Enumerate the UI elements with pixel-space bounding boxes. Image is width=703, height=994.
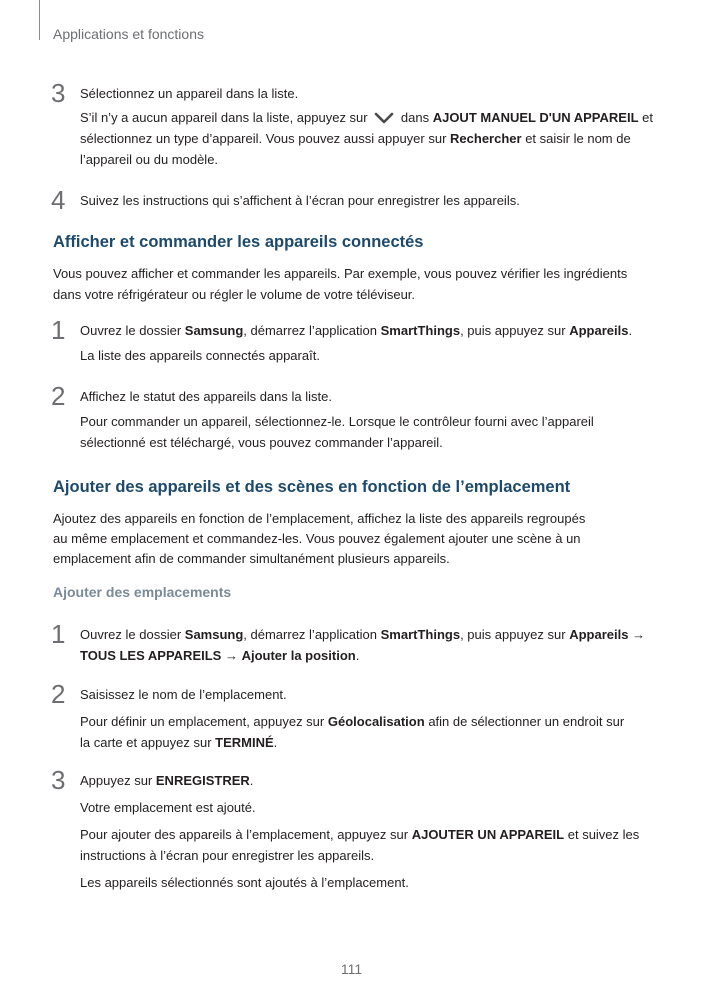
section-heading: Ajouter des appareils et des scènes en fonction de l’emplacement — [53, 478, 571, 496]
step-detail: instructions à l’écran pour enregistrer les appareils. — [80, 848, 375, 863]
step-text: Suivez les instructions qui s’affichent à l’écran pour enregistrer les appareils. — [80, 193, 520, 208]
step-detail: sélectionné est téléchargé, vous pouvez commander l’appareil. — [80, 435, 443, 450]
step-text: TOUS LES APPAREILS → Ajouter la position. — [80, 648, 360, 663]
step-detail: Pour définir un emplacement, appuyez sur Géolocalisation afin de sélectionner un endroit sur — [80, 714, 625, 729]
header-rule — [39, 0, 40, 40]
step-text: Saisissez le nom de l’emplacement. — [80, 687, 287, 702]
section-title: Applications et fonctions — [53, 26, 204, 42]
step-text: Sélectionnez un appareil dans la liste. — [80, 86, 299, 101]
step-detail: S’il n’y a aucun appareil dans la liste, appuyez sur dans AJOUT MANUEL D'UN APPAREIL et — [80, 110, 653, 125]
paragraph: au même emplacement et commandez-les. Vous pouvez également ajouter une scène à un — [53, 531, 581, 546]
step-detail: Les appareils sélectionnés sont ajoutés à l’emplacement. — [80, 875, 409, 890]
step-number: 3 — [51, 78, 66, 108]
paragraph: Vous pouvez afficher et commander les appareils. Par exemple, vous pouvez vérifier les ingrédients — [53, 266, 628, 281]
subheading: Ajouter des emplacements — [53, 584, 232, 600]
step-number: 2 — [51, 679, 66, 709]
step-text: Appuyez sur ENREGISTRER. — [80, 773, 254, 788]
step-text: Ouvrez le dossier Samsung, démarrez l’application SmartThings, puis appuyez sur Appareils. — [80, 323, 633, 338]
step-detail: La liste des appareils connectés apparaît. — [80, 348, 320, 363]
step-detail: Votre emplacement est ajouté. — [80, 800, 256, 815]
paragraph: emplacement afin de commander simultanément plusieurs appareils. — [53, 551, 450, 566]
step-detail: la carte et appuyez sur TERMINÉ. — [80, 735, 278, 750]
step-text: Affichez le statut des appareils dans la liste. — [80, 389, 332, 404]
step-number: 4 — [51, 185, 66, 215]
step-detail: Pour commander un appareil, sélectionnez-le. Lorsque le contrôleur fourni avec l’appareil — [80, 414, 594, 429]
step-detail: l’appareil ou du modèle. — [80, 152, 219, 167]
step-detail: sélectionnez un type d’appareil. Vous pouvez aussi appuyer sur Rechercher et saisir le nom de — [80, 131, 631, 146]
paragraph: dans votre réfrigérateur ou régler le volume de votre téléviseur. — [53, 287, 416, 302]
step-number: 2 — [51, 381, 66, 411]
page-number: 111 — [340, 961, 363, 977]
section-heading: Afficher et commander les appareils connectés — [53, 233, 424, 251]
step-detail: Pour ajouter des appareils à l’emplacement, appuyez sur AJOUTER UN APPAREIL et suivez les — [80, 827, 640, 842]
step-number: 1 — [51, 619, 66, 649]
step-number: 3 — [51, 765, 66, 795]
paragraph: Ajoutez des appareils en fonction de l’emplacement, affichez la liste des appareils regroupés — [53, 511, 586, 526]
step-text: Ouvrez le dossier Samsung, démarrez l’application SmartThings, puis appuyez sur Appareils → — [80, 627, 646, 642]
step-number: 1 — [51, 315, 66, 345]
chevron-down-icon — [373, 111, 395, 125]
